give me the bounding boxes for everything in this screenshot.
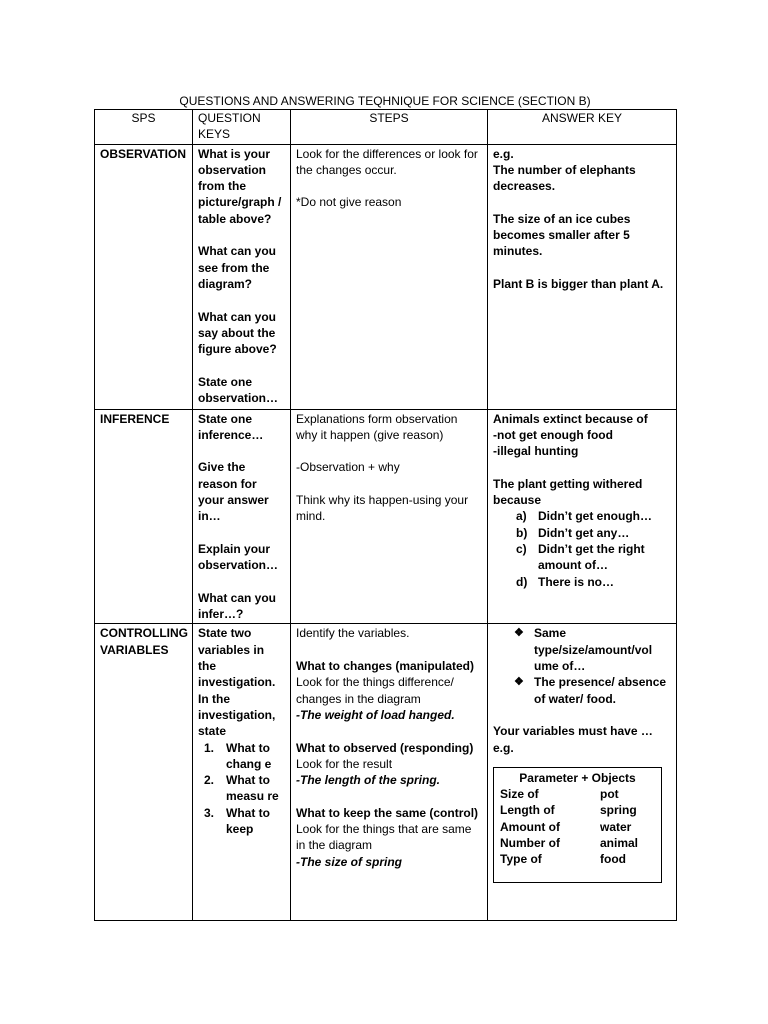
sps-controlling-variables: CONTROLLING VARIABLES [95, 624, 193, 921]
answer-text: -not get enough food [493, 427, 613, 442]
list-item: 1. What to chang e [204, 740, 272, 771]
list-item: b) Didn’t get any… [516, 525, 630, 540]
list-item: ❖ Same type/size/amount/vol ume of… [514, 626, 653, 674]
answer-controlling [488, 624, 677, 921]
manipulated-heading: What to changes (manipulated) [296, 659, 475, 674]
answer-text: The size of an ice cubes becomes smaller after 5 minutes. [493, 211, 631, 259]
question-text: State one observation… [198, 374, 279, 406]
table-row-inference [95, 409, 677, 624]
parameter-box-title: Parameter + Objects [519, 770, 636, 785]
sps-observation: OBSERVATION [95, 144, 193, 409]
answer-bullets [493, 625, 671, 706]
question-text: What can you infer…? [198, 590, 277, 622]
parameter-row: Size of pot [500, 787, 619, 802]
sps-inference: INFERENCE [95, 409, 193, 624]
step-text: -Observation + why [296, 460, 400, 475]
step-text: Look for the differences or look for the changes occur. [296, 146, 478, 177]
parameter-row: Number of animal [500, 836, 639, 851]
control-example: -The size of spring [296, 854, 403, 869]
question-keys-observation [193, 144, 291, 409]
question-text: Explain your observation… [198, 541, 279, 573]
question-keys-inference [193, 409, 291, 624]
step-text: Identify the variables. [296, 626, 410, 641]
answer-text: The plant getting withered because [493, 476, 643, 508]
parameter-objects-box [493, 767, 662, 883]
steps-observation [291, 144, 488, 409]
list-item: ❖ The presence/ absence of water/ food. [514, 675, 667, 706]
parameter-row: Amount of water [500, 819, 632, 834]
header-steps: STEPS [291, 110, 488, 145]
withered-reasons-list [493, 508, 671, 589]
question-keys-controlling [193, 624, 291, 921]
list-item: 2. What to measu re [204, 773, 279, 804]
header-row [95, 110, 677, 145]
header-question-keys: QUESTION KEYS [193, 110, 291, 145]
answer-text: -illegal hunting [493, 444, 579, 459]
responding-example: -The length of the spring. [296, 773, 440, 788]
variables-list [198, 740, 285, 838]
answer-text: Plant B is bigger than plant A. [493, 276, 664, 291]
question-text: What is your observation from the picture/graph / table above? [198, 146, 282, 226]
answer-inference [488, 409, 677, 624]
question-text: State one inference… [198, 411, 264, 442]
answer-text: The number of elephants decreases. [493, 162, 636, 194]
diamond-bullet-icon: ❖ [514, 676, 524, 689]
parameter-row: Length of spring [500, 803, 637, 818]
manipulated-example: -The weight of load hanged. [296, 707, 455, 722]
steps-inference [291, 409, 488, 624]
step-text: Look for the things that are same in the diagram [296, 822, 472, 853]
question-text: Give the reason for your answer in… [198, 460, 269, 524]
list-item: d) There is no… [516, 574, 615, 589]
document-title: QUESTIONS AND ANSWERING TEQHNIQUE FOR SCIENCE (SECTION B) [179, 94, 591, 108]
header-answer-key: ANSWER KEY [488, 110, 677, 145]
list-item: c) Didn’t get the right amount of… [516, 541, 645, 573]
question-text: What can you say about the figure above? [198, 309, 277, 357]
step-text: Look for the things difference/ changes in the diagram [296, 675, 454, 706]
question-text: What can you see from the diagram? [198, 244, 277, 291]
step-text: Think why its happen-using your mind. [296, 493, 469, 524]
answer-text: e.g. [493, 146, 514, 161]
technique-table [94, 109, 677, 921]
steps-controlling [291, 624, 488, 921]
control-heading: What to keep the same (control) [296, 805, 479, 820]
step-text: Look for the result [296, 756, 393, 771]
table-row-observation [95, 144, 677, 409]
answer-observation [488, 144, 677, 409]
answer-text: Animals extinct because of [493, 411, 648, 426]
diamond-bullet-icon: ❖ [514, 627, 524, 640]
table-row-controlling-variables [95, 624, 677, 921]
question-text: State two variables in the investigation. In the investigation, state [198, 626, 276, 739]
step-text: Explanations form observation why it happen (give reason) [296, 411, 458, 442]
step-text: *Do not give reason [296, 195, 402, 210]
answer-text: Your variables must have …e.g. [493, 724, 653, 755]
list-item: a) Didn’t get enough… [516, 509, 652, 524]
parameter-row: Type of food [500, 852, 626, 867]
responding-heading: What to observed (responding) [296, 740, 474, 755]
header-sps: SPS [95, 110, 193, 145]
list-item: 3. What to keep [204, 805, 270, 837]
